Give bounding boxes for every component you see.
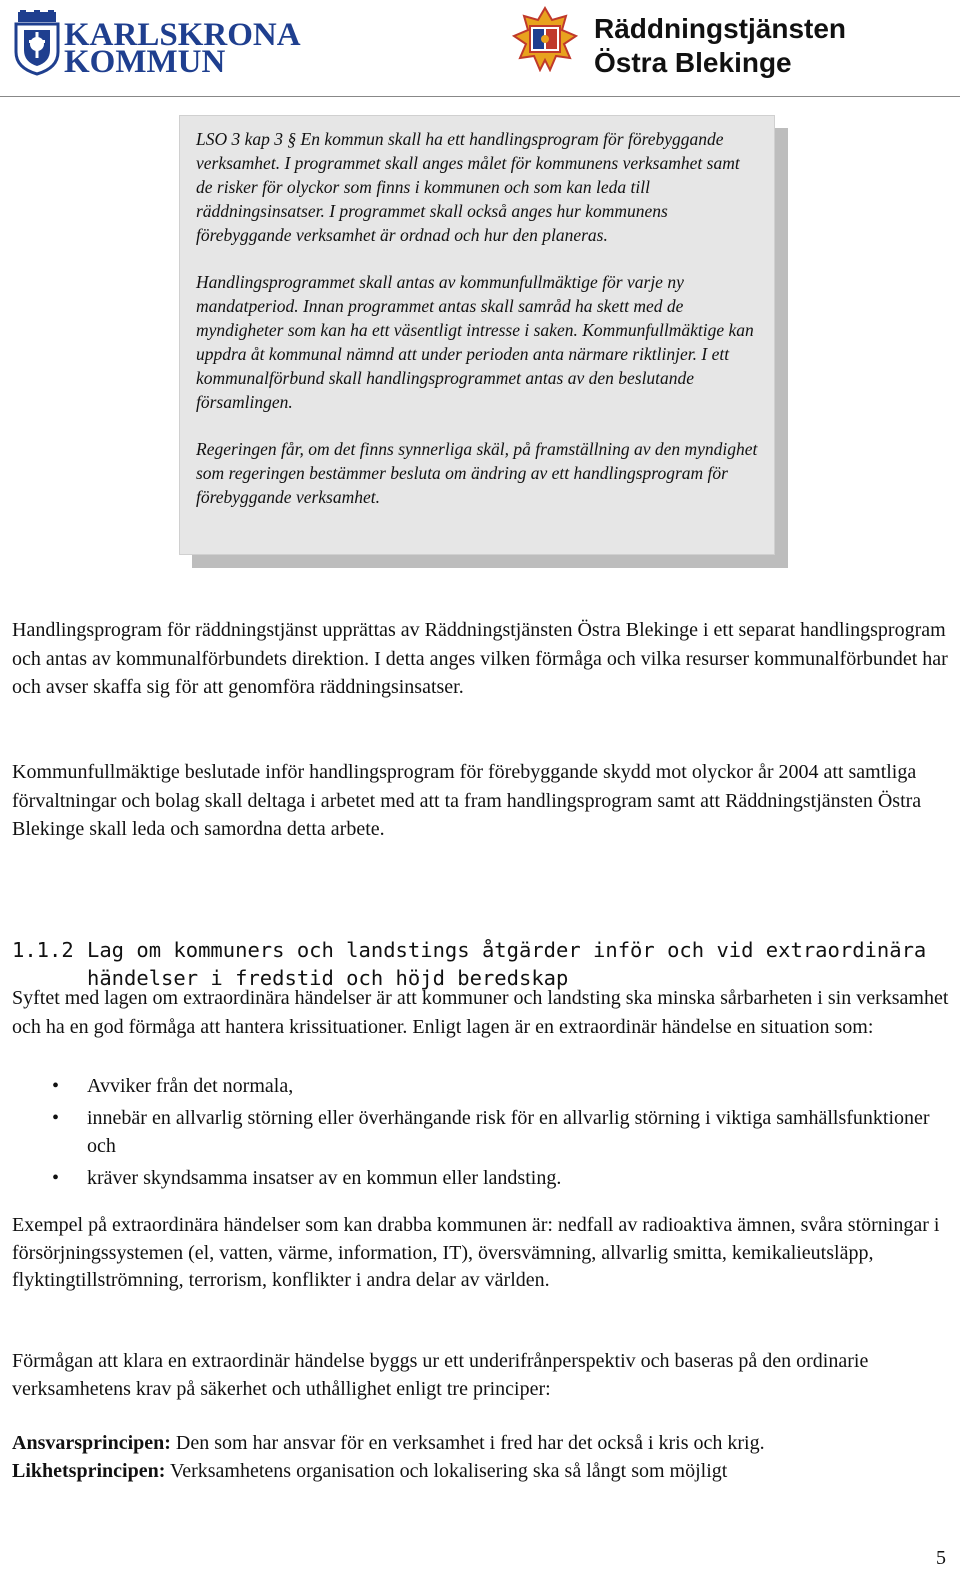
header-divider bbox=[0, 96, 960, 97]
paragraph-action-program: Handlingsprogram för räddningstjänst upprättas av Räddningstjänsten Östra Blekinge i ett separat handlingsprogram och antas av kommunalförbundets direktion. I detta anges vilken förmåga och vilka resurser kommunalförbundet har och avser skaffa sig för att genomföra räddningsinsatser. bbox=[12, 619, 948, 698]
principle-2-label: Likhetsprincipen: bbox=[12, 1459, 166, 1482]
list-item-text: kräver skyndsamma insatser av en kommun eller landsting. bbox=[87, 1166, 562, 1189]
bullet-icon: • bbox=[52, 1106, 60, 1129]
paragraph-principles-intro: Förmågan att klara en extraordinär händelse byggs ur ett underifrånperspektiv och baseras på den ordinarie verksamhetens krav på säkerhet och uthållighet enligt tre principer: bbox=[12, 1350, 869, 1400]
paragraph-council-decision: Kommunfullmäktige beslutade inför handlingsprogram för förebyggande skydd mot olyckor år 2004 att samtliga förvaltningar och bolag skall deltaga i arbetet med att ta fram handlingsprogram samt att Räddningstjänsten Östra Blekinge skall leda och samordna detta arbete. bbox=[12, 761, 922, 840]
paragraph-examples: Exempel på extraordinära händelser som kan drabba kommunen är: nedfall av radioaktiva ämnen, svåra störningar i försörjningssystemen (el, vatten, värme, information, IT), översvämning, allvarlig smitta, kemikalieutsläpp, flyktingtillströmning, terrorism, konflikter i andra delar av världen. bbox=[12, 1214, 940, 1291]
bullet-icon: • bbox=[52, 1166, 60, 1189]
law-paragraph-1: LSO 3 kap 3 § En kommun skall ha ett handlingsprogram för förebyggande verksamhet. I programmet skall anges målet för kommunens verksamhet samt de risker för olyckor som finns i kommunen och som kan leda till räddningsinsatser. I programmet skall också anges hur kommunens förebyggande verksamhet är ordnad och hur den planeras. bbox=[196, 129, 740, 245]
logo-line1: KARLSKRONA bbox=[64, 17, 301, 53]
rescue-title-line1: Räddningstjänsten bbox=[594, 13, 847, 44]
law-quote-box bbox=[179, 115, 775, 555]
principle-2-text: Verksamhetens organisation och lokalisering ska så långt som möjligt bbox=[165, 1459, 728, 1482]
principle-1-label: Ansvarsprincipen: bbox=[12, 1432, 171, 1454]
logo-line2: KOMMUN bbox=[64, 44, 226, 80]
list-item bbox=[12, 1104, 952, 1161]
page-header bbox=[0, 0, 960, 98]
law-paragraph-3: Regeringen får, om det finns synnerliga skäl, på framställning av den myndighet som regeringen bestämmer besluta om ändring av ett handlingsprogram för förebyggande verksamhet. bbox=[196, 439, 758, 507]
rescue-service-name bbox=[594, 12, 846, 80]
karlskrona-crest-icon bbox=[12, 10, 62, 76]
principles-block bbox=[12, 1430, 952, 1485]
municipality-name bbox=[64, 17, 301, 80]
page-number: 5 bbox=[936, 1547, 946, 1569]
list-item bbox=[12, 1072, 952, 1101]
paragraph-law-purpose: Syftet med lagen om extraordinära händelser är att kommuner och landsting ska minska sårbarheten i sin verksamhet och ha en god förmåga att hantera krissituationer. Enligt lagen är en extraordinär händelse en situation som: bbox=[12, 987, 949, 1038]
rescue-title-line2: Östra Blekinge bbox=[594, 47, 792, 78]
list-item-text: innebär en allvarlig störning eller överhängande risk för en allvarlig störning i viktiga samhällsfunktioner och bbox=[87, 1106, 930, 1157]
principle-1-text: Den som har ansvar för en verksamhet i fred har det också i kris och krig. bbox=[170, 1432, 765, 1454]
section-title-line2: händelser i fredstid och höjd beredskap bbox=[87, 966, 569, 990]
list-item bbox=[12, 1164, 952, 1193]
list-item-text: Avviker från det normala, bbox=[87, 1075, 294, 1097]
bullet-icon: • bbox=[52, 1075, 60, 1097]
section-number: 1.1.2 bbox=[12, 938, 74, 962]
section-title-line1: Lag om kommuners och landstings åtgärder inför och vid extraordinära bbox=[87, 938, 927, 962]
extraordinary-event-criteria-list bbox=[12, 1072, 952, 1195]
law-paragraph-2: Handlingsprogrammet skall antas av kommunfullmäktige för varje ny mandatperiod. Innan programmet antas skall samråd ha skett med de myndigheter som kan ha ett väsentligt intresse i saken. Kommunfullmäktige kan uppdra åt kommunal nämnd att under perioden anta närmare riktlinjer. I ett kommunalförbund skall handlingsprogrammet antas av den beslutande församlingen. bbox=[196, 272, 754, 412]
fire-rescue-emblem-icon bbox=[512, 6, 578, 72]
